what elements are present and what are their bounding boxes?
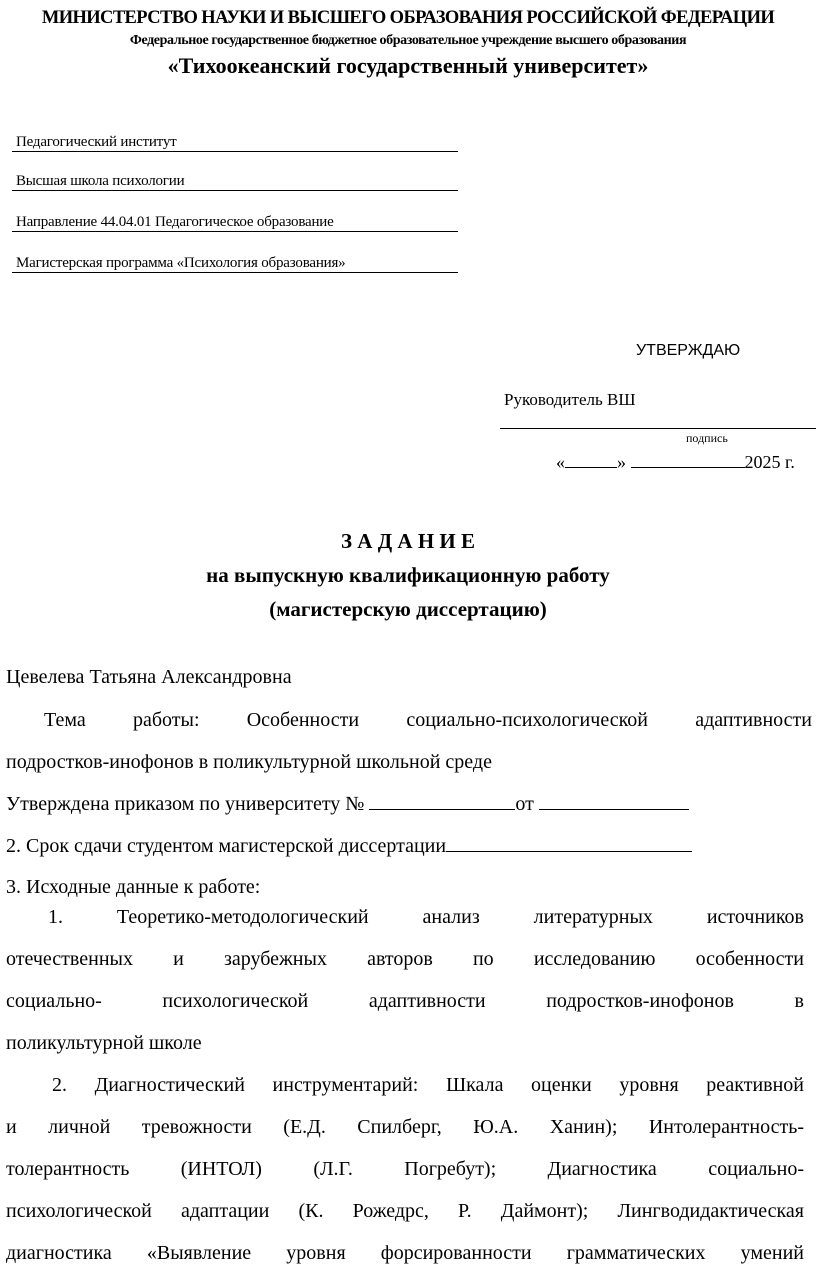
- document-subtitle: на выпускную квалификационную работу: [206, 563, 610, 587]
- topic-line-1: Тема работы: Особенности социально-психологической адаптивности: [44, 709, 812, 731]
- order-number-blank: [369, 792, 515, 810]
- document-title: З А Д А Н И Е: [340, 529, 476, 553]
- order-label: Утверждена приказом по университету №: [6, 793, 365, 815]
- item2-line-1: 2. Диагностический инструментарий: Шкала оценки уровня реактивной: [52, 1074, 804, 1096]
- item2-line-2: и личной тревожности (Е.Д. Спилберг, Ю.А. Ханин); Интолерантность-: [6, 1116, 804, 1138]
- ministry-heading: МИНИСТЕРСТВО НАУКИ И ВЫСШЕГО ОБРАЗОВАНИЯ РОССИЙСКОЙ ФЕДЕРАЦИИ: [41, 8, 775, 28]
- item2-line-3: толерантность (ИНТОЛ) (Л.Г. Погребут); Диагностика социально-: [6, 1158, 804, 1180]
- item2-line-5: диагностика «Выявление уровня форсированности грамматических умений: [6, 1242, 804, 1264]
- program-field: Магистерская программа «Психология образования»: [12, 254, 458, 273]
- university-name: «Тихоокеанский государственный университет»: [167, 53, 649, 78]
- document-subtitle-2: (магистерскую диссертацию): [269, 597, 547, 621]
- order-date-blank: [539, 792, 689, 810]
- signature-line: [500, 428, 816, 429]
- direction-field: Направление 44.04.01 Педагогическое образование: [12, 213, 458, 232]
- item1-line-3: социально- психологической адаптивности подростков-инофонов в: [6, 990, 804, 1012]
- order-line: [6, 783, 812, 825]
- item1-line-1: 1. Теоретико-методологический анализ литературных источников: [48, 906, 804, 928]
- date-year: 2025 г.: [744, 452, 795, 472]
- date-close-quote: »: [617, 452, 626, 472]
- school-field: Высшая школа психологии: [12, 172, 458, 191]
- approval-date: [556, 450, 795, 473]
- date-open-quote: «: [556, 452, 565, 472]
- institute-field: Педагогический институт: [12, 133, 458, 152]
- item2-line-4: психологической адаптации (К. Рожедрс, Р. Даймонт); Лингводидактическая: [6, 1200, 804, 1222]
- month-blank: [631, 450, 745, 468]
- deadline-label: 2. Срок сдачи студентом магистерской диссертации: [6, 835, 447, 857]
- institution-type: Федеральное государственное бюджетное образовательное учреждение высшего образования: [129, 33, 687, 48]
- initial-data-heading: 3. Исходные данные к работе:: [6, 876, 261, 898]
- topic-line-2: подростков-инофонов в поликультурной школьной среде: [6, 751, 492, 773]
- item1-line-4: поликультурной школе: [6, 1032, 202, 1054]
- order-from: от: [515, 793, 534, 815]
- deadline-line: [6, 825, 812, 867]
- approve-label: УТВЕРЖДАЮ: [636, 342, 741, 359]
- student-name: Цевелева Татьяна Александровна: [6, 666, 292, 688]
- signature-caption: подпись: [686, 431, 728, 445]
- deadline-blank: [446, 834, 692, 852]
- head-label: Руководитель ВШ: [504, 390, 636, 409]
- day-blank: [565, 450, 617, 468]
- item1-line-2: отечественных и зарубежных авторов по исследованию особенности: [6, 948, 804, 970]
